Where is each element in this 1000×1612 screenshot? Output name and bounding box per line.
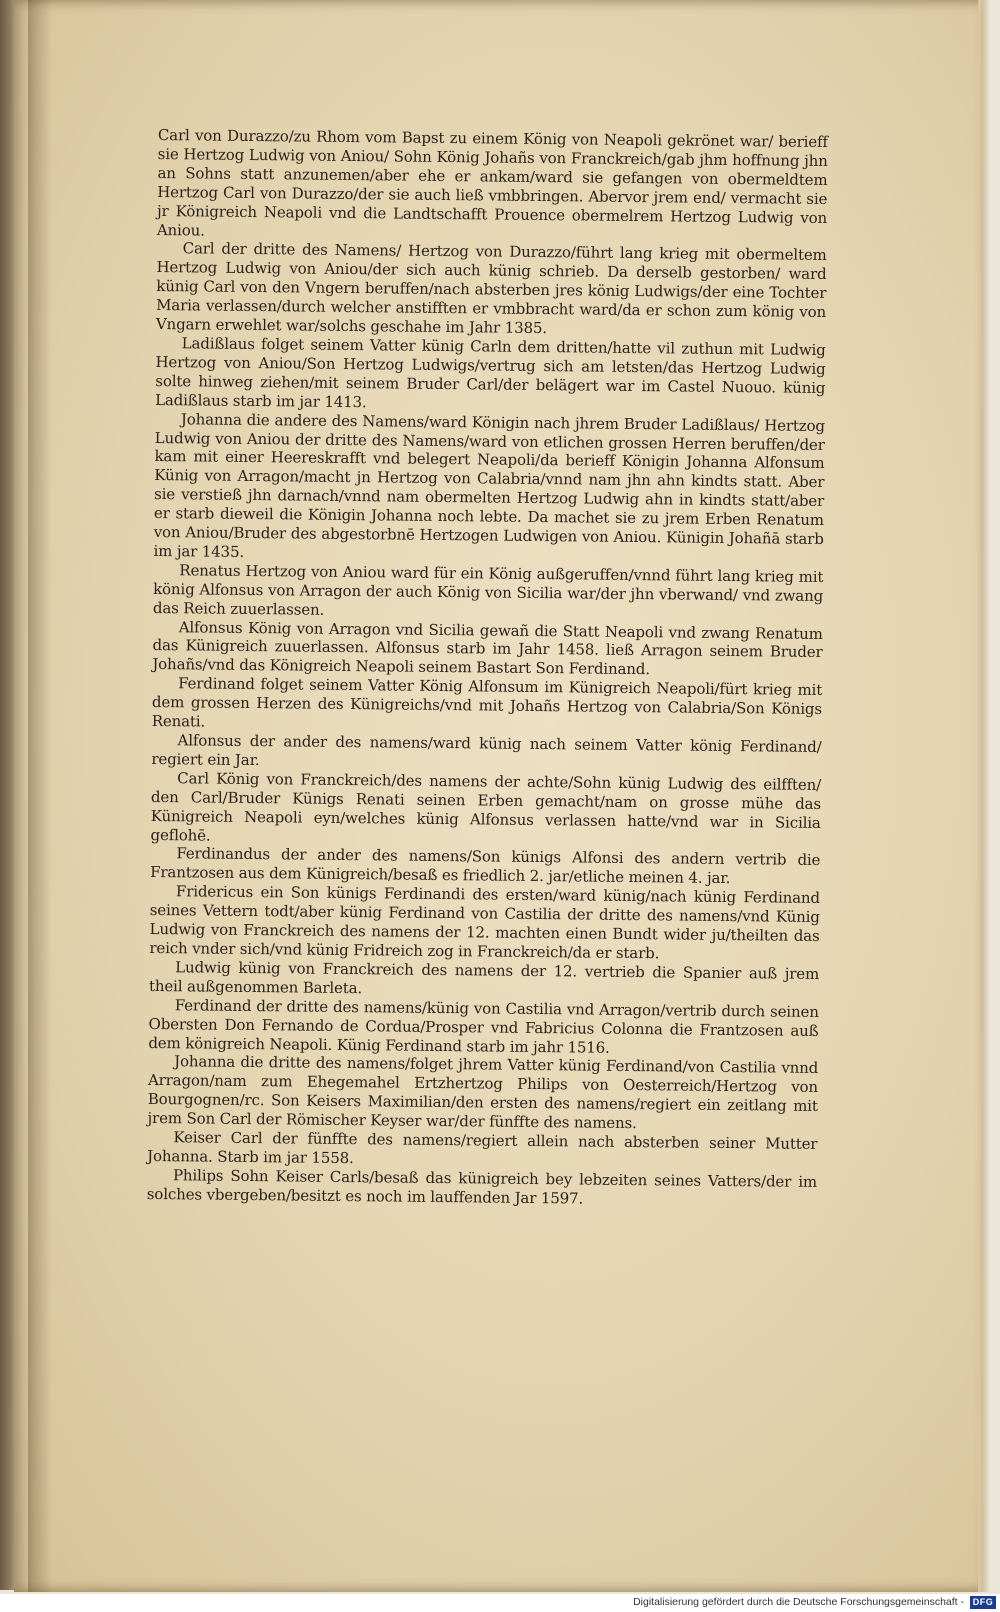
paragraph: Ladißlaus folget seinem Vatter künig Carln dem dritten/hatte vil zuthun mit Ludwig Hertzog von Aniou/Son Hertzog Ludwigs/vertrug sich am letsten/das Hertzog Ludwig solte hinweg ziehen/mit seinem Bruder Carl/der belägert war im Castel Nuouo. künig Ladißlaus starb im jar 1413. — [155, 334, 826, 411]
paragraph: Ferdinand der dritte des namens/künig von Castilia vnd Arragon/vertrib durch seinen Obersten Don Fernando de Cordua/Prosper vnd Fabricius Colonna die Frantzosen auß dem königreich Neapoli. Künig Ferdinand starb im jahr 1516. — [148, 995, 819, 1057]
paragraph: Fridericus ein Son künigs Ferdinandi des ersten/ward künig/nach künig Ferdinand seines Vettern todt/aber künig Ferdinand von Castilia der dritte des namens/vnd Künig Ludwig von Franckreich des namens der 12. machten einen Bundt wider ju/theilten das reich vnder sich/vnd künig Fridreich zog in Franckreich/da er starb. — [149, 882, 821, 963]
paragraph: Carl von Durazzo/zu Rhom vom Bapst zu einem König von Neapoli gekrönet war/ berieff sie Hertzog Ludwig von Aniou/ Sohn König Johañs von Franckreich/gab jhm hoffnung jhn an Sohns statt anzunemen/aber ehe er ankam/ward sie gefangen von obermeldtem Hertzog Carl von Durazzo/der sie auch ließ vmbbringen. Abervor jrem end/ vermacht sie jr Königreich Neapoli vnd die Landtschafft Prouence obermelrem Hertzog Ludwig von Aniou. — [156, 126, 828, 240]
paragraph: Ludwig künig von Franckreich des namens der 12. vertrieb die Spanier auß jrem theil außgenommen Barleta. — [148, 958, 820, 997]
footer-bar — [0, 1594, 1000, 1612]
dfg-logo-icon: DFG — [970, 1596, 996, 1609]
paragraph: Johanna die andere des Namens/ward Königin nach jhrem Bruder Ladißlaus/ Hertzog Ludwig von Aniou der dritte des Namens/ward von etlichen grossen Herren beruffen/der kam mit einer Heereskrafft vnd belegert Neapoli/da berieff Königin Johanna Alfonsum Künig von Arragon/macht jn Hertzog von Calabria/vnnd nam jhn ahn kindts statt. Aber sie verstieß jhn darnach/vnnd nam obermelten Hertzog Ludwig ahn in kindts statt/aber er starb dieweil die Königin Johanna noch lebte. Da machet sie zu jrem Erben Renatum von Aniou/Bruder des abgestorbnē Hertzogen Ludwigen von Aniou. Künigin Johañā starb im jar 1435. — [153, 409, 825, 561]
gutter-shadow — [28, 0, 52, 1592]
page-edge — [978, 0, 989, 1592]
page-text — [147, 126, 828, 1211]
paragraph: Alfonsus König von Arragon vnd Sicilia gewañ die Statt Neapoli vnd zwang Renatum das Künigreich zuuerlassen. Alfonsus starb im Jahr 1458. ließ Arragon seinem Bruder Johañs/vnd das Königreich Neapoli seinem Bastart Son Ferdinand. — [152, 617, 823, 679]
funding-credit: Digitalisierung gefördert durch die Deutsche Forschungsgemeinschaft - — [633, 1596, 964, 1608]
paragraph: Keiser Carl der fünffte des namens/regiert allein nach absterben seiner Mutter Johanna. Starb im jar 1558. — [147, 1128, 818, 1168]
paragraph: Alfonsus der ander des namens/ward künig nach seinem Vatter könig Ferdinand/ regiert ein Jar. — [151, 731, 822, 770]
paragraph: Ferdinand folget seinem Vatter König Alfonsum im Künigreich Neapoli/fürt krieg mit dem grossen Herzen des Künigreichs/vnd mit Johañs Hertzog von Calabria/Son Königs Renati. — [151, 674, 823, 731]
paragraph: Renatus Hertzog von Aniou ward für ein König außgeruffen/vnnd führt lang krieg mit könig Alfonsus von Arragon der auch König von Sicilia war/der jhn vberwand/ vnd zwang das Reich zuuerlassen. — [152, 561, 824, 619]
paragraph: Carl der dritte des Namens/ Hertzog von Durazzo/führt lang krieg mit obermeltem Hertzog Ludwig von Aniou/der sich auch künig schrieb. Da derselb gestorben/ ward künig Carl von den Vngern beruffen/nach absterben jres könig Ludwigs/der eine Tochter Maria verlassen/durch welcher anstifften er vmbbracht ward/da er schon zum könig von Vngarn erwehlet war/solchs geschahe im Jahr 1385. — [155, 239, 827, 338]
paragraph: Ferdinandus der ander des namens/Son künigs Alfonsi des andern vertrib die Frantzosen aus dem Künigreich/besaß es friedlich 2. jar/etliche meinen 4. jar. — [150, 844, 821, 888]
paragraph: Philips Sohn Keiser Carls/besaß das künigreich bey lebzeiten seines Vatters/der im solches vbergeben/besitzt es noch im lauffenden Jar 1597. — [146, 1166, 818, 1208]
paragraph: Carl König von Franckreich/des namens der achte/Sohn künig Ludwig des eilfften/ den Carl/Bruder Künigs Renati seinen Erben gemacht/nam on grosse mühe das Künigreich Neapoli eyn/welches künig Alfonsus verlassen hatte/vnd war in Sicilia geflohē. — [150, 769, 822, 845]
paragraph: Johanna die dritte des namens/folget jhrem Vatter künig Ferdinand/von Castilia vnnd Arragon/nam zum Ehegemahel Ertzhertzog Philips von Oesterreich/Hertzog von Bourgognen/rc. Son Keisers Maximilian/den ersten des namens/regiert ein zeitlang mit jrem Son Carl der Römischer Keyser war/der fünffte des namens. — [147, 1052, 819, 1133]
